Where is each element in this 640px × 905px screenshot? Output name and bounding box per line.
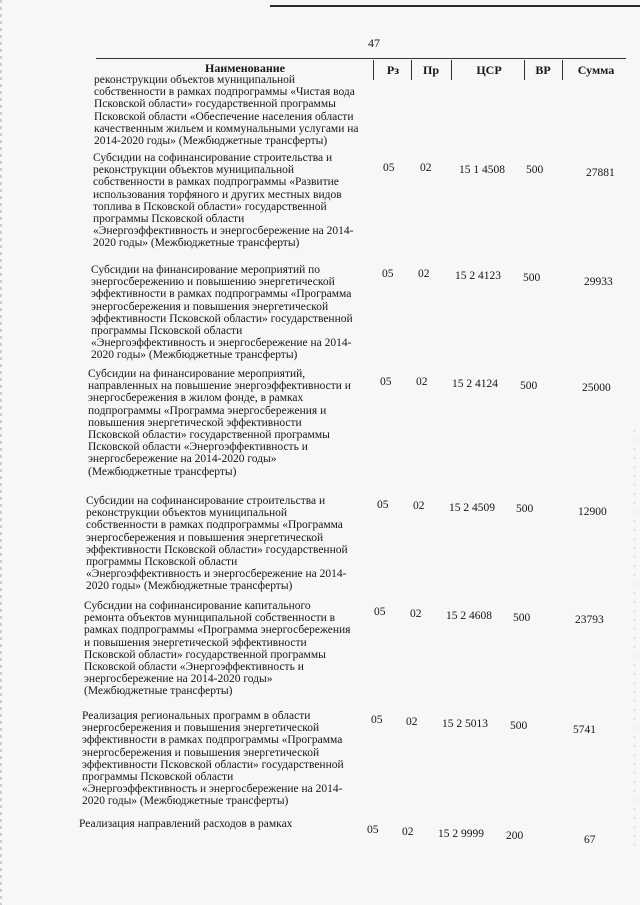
row-sum: 25000	[582, 382, 611, 394]
header-divider	[451, 60, 452, 80]
row-name: реконструкции объектов муниципальной собственности в рамках подпрограммы «Чистая вода Псковской области» государственной программы Псковской области «Обеспечение населения области качественным жильем и коммунальными услугами на 2014-2020 годы» (Межбюджетные трансферты)	[94, 74, 359, 148]
row-name: Субсидии на софинансирование строительства и реконструкции объектов муниципальной собственности в рамках подпрограммы «Программа энергосбережения и повышения энергетической эффективности Псковской области» государственной программы Псковской области «Энергоэффективность и энергосбережение на 2014- 2020 годы» (Межбюджетные трансферты)	[86, 495, 348, 593]
row-sum: 12900	[578, 506, 607, 518]
header-name: Наименование	[205, 61, 285, 75]
row-csr: 15 2 9999	[438, 828, 484, 840]
row-pr: 02	[420, 162, 432, 174]
scan-top-edge	[270, 5, 640, 7]
row-pr: 02	[402, 826, 414, 838]
header-divider	[411, 60, 412, 80]
row-rz: 05	[382, 268, 394, 280]
row-pr: 02	[413, 500, 425, 512]
row-sum: 67	[584, 834, 596, 846]
row-sum: 29933	[584, 276, 613, 288]
page-number: 47	[368, 36, 380, 50]
row-sum: 5741	[573, 724, 596, 736]
row-csr: 15 2 4608	[446, 610, 492, 622]
row-rz: 05	[377, 499, 389, 511]
header-pr: Пр	[422, 63, 439, 77]
row-vr: 500	[513, 612, 531, 624]
row-csr: 15 2 4123	[455, 270, 501, 282]
row-name: Субсидии на финансирование мероприятий, направленных на повышение энергоэффективности и энергосбережения в жилом фонде, в рамках подпрограммы «Программа энергосбережения и повышения энергетической эффективности Псковской области» государственной программы Псковской области «Энергоэффективность и энергосбережение на 2014-2020 годы» (Межбюджетные трансферты)	[88, 368, 351, 478]
row-sum: 23793	[575, 614, 604, 626]
row-vr: 500	[516, 503, 534, 515]
row-rz: 05	[367, 824, 379, 836]
header-top-border	[96, 58, 626, 59]
header-csr: ЦСР	[476, 63, 502, 77]
row-sum: 27881	[586, 167, 615, 179]
row-pr: 02	[410, 608, 422, 620]
scan-margin-left	[0, 0, 2, 905]
scan-margin-right	[634, 430, 635, 850]
row-pr: 02	[418, 268, 430, 280]
row-pr: 02	[406, 716, 418, 728]
row-csr: 15 2 4509	[449, 502, 495, 514]
row-csr: 15 1 4508	[459, 164, 505, 176]
row-name: Субсидии на финансирование мероприятий по энергосбережению и повышению энергетической эффективности в рамках подпрограммы «Программа энергосбережения и повышения энергетической эффективности Псковской области» государственной программы Псковской области «Энергоэффективность и энергосбережение на 2014- 2020 годы» (Межбюджетные трансферты)	[91, 264, 353, 362]
row-csr: 15 2 5013	[442, 718, 488, 730]
row-name: Реализация направлений расходов в рамках	[79, 818, 293, 830]
header-sum: Сумма	[577, 63, 615, 77]
row-vr: 500	[523, 272, 541, 284]
header-divider	[562, 60, 563, 80]
row-rz: 05	[374, 606, 386, 618]
row-csr: 15 2 4124	[452, 378, 498, 390]
row-pr: 02	[416, 376, 428, 388]
row-name: Субсидии на софинансирование строительства и реконструкции объектов муниципальной собственности в рамках подпрограммы «Развитие использования торфяного и других местных видов топлива в Псковской области» государственной программы Псковской области «Энергоэффективность и энергосбережение на 2014- 2020 годы» (Межбюджетные трансферты)	[93, 152, 354, 250]
row-vr: 500	[520, 380, 538, 392]
header-rz: Рз	[386, 63, 400, 77]
header-divider	[524, 60, 525, 80]
row-vr: 500	[510, 720, 528, 732]
row-name: Реализация региональных программ в области энергосбережения и повышения энергетической эффективности в рамках подпрограммы «Программа энергосбережения и повышения энергетической эффективности Псковской области» государственной программы Псковской области «Энергоэффективность и энергосбережение на 2014- 2020 годы» (Межбюджетные трансферты)	[82, 710, 344, 808]
row-rz: 05	[371, 714, 383, 726]
row-vr: 200	[506, 830, 524, 842]
row-rz: 05	[380, 376, 392, 388]
header-vr: ВР	[535, 63, 551, 77]
row-name: Субсидии на софинансирование капитального ремонта объектов муниципальной собственности в рамках подпрограммы «Программа энергосбережения и повышения энергетической эффективности Псковской области» государственной программы Псковской области «Энергоэффективность и энергосбережение на 2014-2020 годы» (Межбюджетные трансферты)	[84, 600, 351, 698]
row-vr: 500	[526, 164, 544, 176]
row-rz: 05	[383, 162, 395, 174]
